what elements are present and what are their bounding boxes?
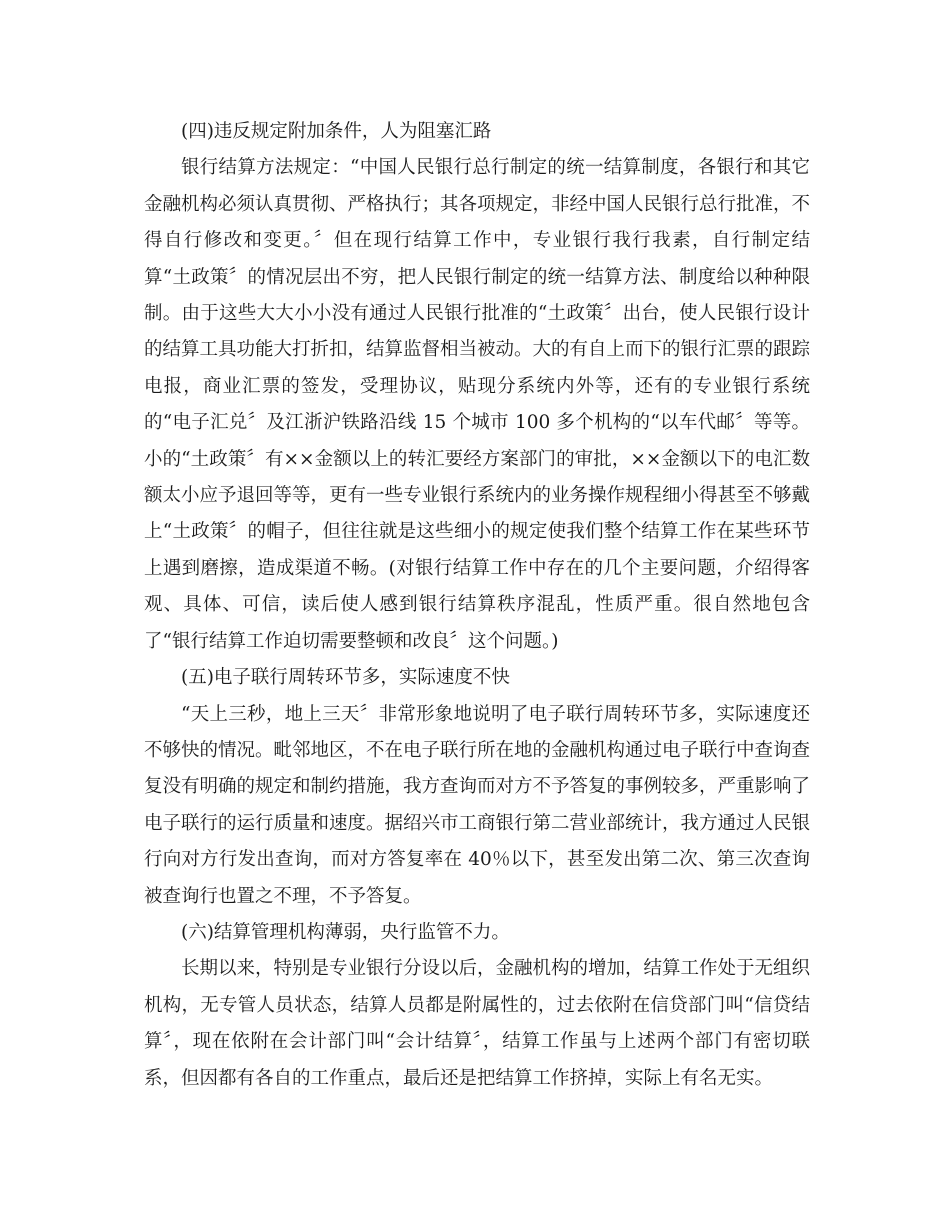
- section-heading-5: (五)电子联行周转环节多，实际速度不快: [181, 667, 510, 689]
- section-heading-6: (六)结算管理机构薄弱，央行监管不力。: [181, 921, 510, 943]
- paragraph-settlement-rules: 银行结算方法规定：“中国人民银行总行制定的统一结算制度，各银行和其它金融机构必须认真贯彻、严格执行；其各项规定，非经中国人民银行总行批准，不得自行修改和变更。〞但在现行结算工作中，专业银行我行我素，自行制定结算“土政策〞的情况层出不穷，把人民银行制定的统一结算方法、制度给以种种限制。由于这些大大小小没有通过人民银行批准的“土政策〞出台，使人民银行设计的结算工具功能大打折扣，结算监督相当被动。大的有自上而下的银行汇票的跟踪电报，商业汇票的签发，受理协议，贴现分系统内外等，还有的专业银行系统的“电子汇兑〞及江浙沪铁路沿线 15 个城市 100 多个机构的“以车代邮〞等等。小的“土政策〞有××金额以上的转汇要经方案部门的审批，××金额以下的电汇数额太小应予退回等等，更有一些专业银行系统内的业务操作规程细小得甚至不够戴上“土政策〞的帽子，但往往就是这些细小的规定使我们整个结算工作在某些环节上遇到磨擦，造成渠道不畅。(对银行结算工作中存在的几个主要问题，介绍得客观、具体、可信，读后使人感到银行结算秩序混乱，性质严重。很自然地包含了“银行结算工作迫切需要整顿和改良〞这个问题。): [144, 157, 811, 652]
- section-heading-4: (四)违反规定附加条件，人为阻塞汇路: [181, 121, 492, 142]
- paragraph-settlement-management: 长期以来，特别是专业银行分设以后，金融机构的增加，结算工作处于无组织机构，无专管人员状态，结算人员都是附属性的，过去依附在信贷部门叫“信贷结算〞，现在依附在会计部门叫“会计结算〞，结算工作虽与上述两个部门有密切联系，但因都有各自的工作重点，最后还是把结算工作挤掉，实际上有名无实。: [144, 958, 811, 1089]
- document-body: [144, 114, 810, 1097]
- paragraph-electronic-interbank: “天上三秒，地上三天〞非常形象地说明了电子联行周转环节多，实际速度还不够快的情况。毗邻地区，不在电子联行所在地的金融机构通过电子联行中查询查复没有明确的规定和制约措施，我方查询而对方不予答复的事例较多，严重影响了电子联行的运行质量和速度。据绍兴市工商银行第二营业部统计，我方通过人民银行向对方行发出查询，而对方答复率在 40％以下，甚至发出第二次、第三次查询被查询行也置之不理，不予答复。: [144, 703, 811, 907]
